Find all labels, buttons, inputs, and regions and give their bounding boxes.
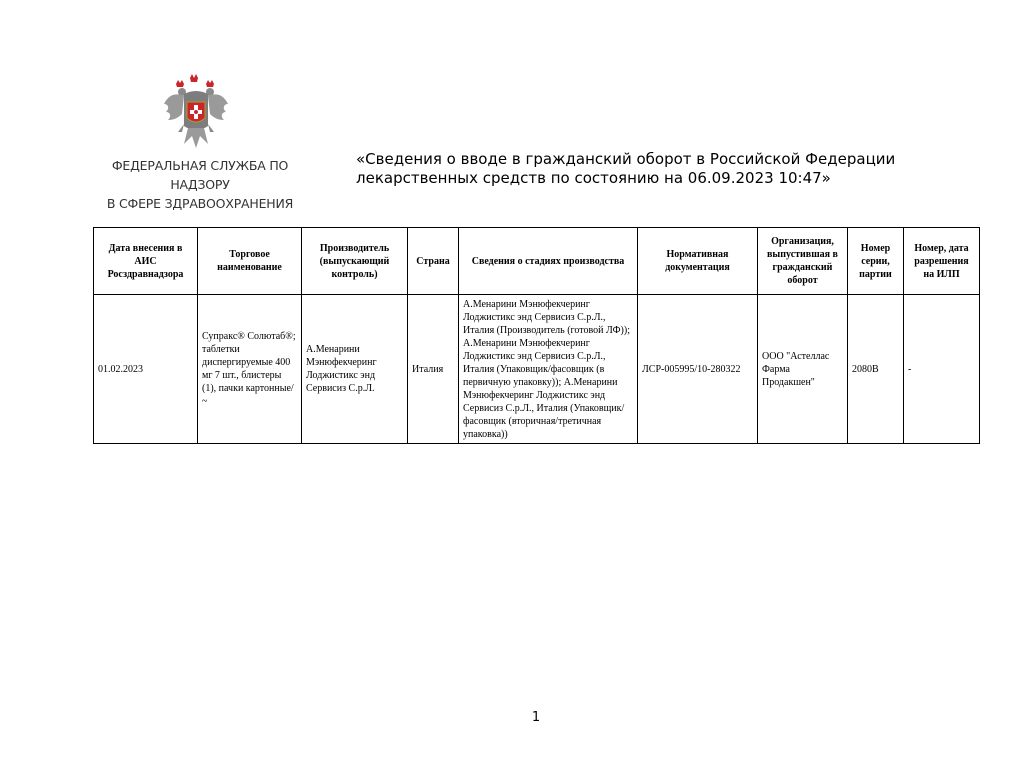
agency-name-line-1: ФЕДЕРАЛЬНАЯ СЛУЖБА ПО НАДЗОРУ: [111, 158, 289, 192]
cell-releasing-organization: ООО "Астеллас Фарма Продакшен": [758, 295, 848, 444]
agency-name: [90, 156, 310, 213]
cell-country: Италия: [408, 295, 459, 444]
agency-name-line-2: В СФЕРЕ ЗДРАВООХРАНЕНИЯ: [106, 196, 294, 211]
cell-permit-number: -: [904, 295, 980, 444]
registry-table: [93, 227, 980, 444]
column-header-production-stages: Сведения о стадиях производства: [459, 228, 638, 295]
column-header-manufacturer: Производитель (выпускающий контроль): [302, 228, 408, 295]
document-title-line-1: «Сведения о вводе в гражданский оборот в Российской Федерации: [356, 150, 896, 168]
column-header-country: Страна: [408, 228, 459, 295]
cell-regulatory-documentation: ЛСР-005995/10-280322: [638, 295, 758, 444]
cell-batch-number: 2080B: [848, 295, 904, 444]
double-headed-eagle-emblem-icon: [162, 74, 230, 154]
document-title-line-2: лекарственных средств по состоянию на 06.09.2023 10:47»: [356, 169, 831, 187]
table-row: [94, 295, 980, 444]
page-number: 1: [531, 710, 541, 725]
document-title: [356, 150, 916, 188]
cell-production-stages: А.Менарини Мэнюфекчеринг Лоджистикс энд Сервисиз С.р.Л., Италия (Производитель (готовой ЛФ)); А.Менарини Мэнюфекчеринг Лоджистикс энд Сервисиз С.р.Л., Италия (Упаковщик/фасовщик (в первичную упаковку)); А.Менарини Мэнюфекчеринг Лоджистикс энд Сервисиз С.р.Л., Италия (Упаковщик/фасовщик (вторичная/третичная упаковка)): [459, 295, 638, 444]
column-header-releasing-organization: Организация, выпустившая в гражданский оборот: [758, 228, 848, 295]
cell-manufacturer: А.Менарини Мэнюфекчеринг Лоджистикс энд Сервисиз С.р.Л.: [302, 295, 408, 444]
column-header-batch-number: Номер серии, партии: [848, 228, 904, 295]
column-header-regulatory-documentation: Нормативная документация: [638, 228, 758, 295]
cell-trade-name: Супракс® Солютаб®; таблетки диспергируемые 400 мг 7 шт., блистеры (1), пачки картонные/ ~: [198, 295, 302, 444]
column-header-trade-name: Торговое наименование: [198, 228, 302, 295]
table-header-row: [94, 228, 980, 295]
column-header-permit-number: Номер, дата разрешения на ИЛП: [904, 228, 980, 295]
column-header-date-added: Дата внесения в АИС Росздравнадзора: [94, 228, 198, 295]
cell-date-added: 01.02.2023: [94, 295, 198, 444]
